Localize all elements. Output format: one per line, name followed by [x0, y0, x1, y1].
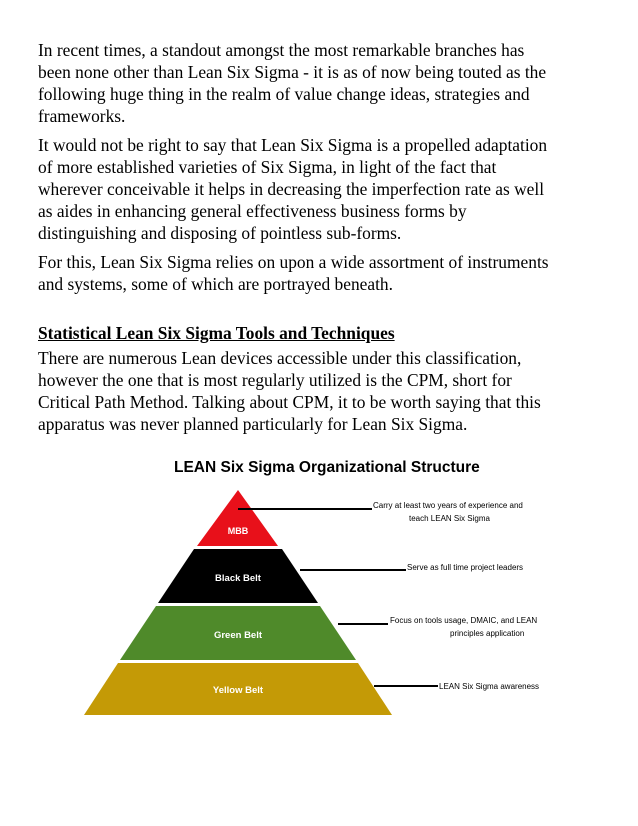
paragraph-line: It would not be right to say that Lean Six Sigma is a propelled adaptation	[38, 135, 548, 155]
note-green-belt-line-2: principles application	[450, 629, 525, 638]
note-green-belt-line-1: Focus on tools usage, DMAIC, and LEAN	[390, 616, 538, 625]
pyramid-svg	[80, 448, 560, 728]
paragraph-line: and systems, some of which are portrayed beneath.	[38, 274, 393, 294]
level-mbb-label: MBB	[227, 526, 249, 536]
paragraph-2	[38, 134, 598, 244]
paragraph-line: however the one that is most regularly utilized is the CPM, short for	[38, 370, 512, 390]
paragraph-line: In recent times, a standout amongst the most remarkable branches has	[38, 40, 525, 60]
org-structure-diagram	[80, 448, 560, 728]
note-yellow-belt-line-1: LEAN Six Sigma awareness	[439, 682, 540, 691]
paragraph-line: as aides in enhancing general effectiveness business forms by	[38, 201, 467, 221]
section-paragraph	[38, 347, 598, 435]
level-green-belt-label: Green Belt	[213, 630, 263, 641]
paragraph-line: apparatus was never planned particularly for Lean Six Sigma.	[38, 414, 468, 434]
note-black-belt-line-1: Serve as full time project leaders	[407, 563, 524, 572]
note-mbb-line-1: Carry at least two years of experience and	[373, 501, 523, 510]
paragraph-line: of more established varieties of Six Sigma, in light of the fact that	[38, 157, 497, 177]
paragraph-3	[38, 251, 598, 295]
paragraph-line: wherever conceivable it helps in decreasing the imperfection rate as well	[38, 179, 545, 199]
paragraph-line: Critical Path Method. Talking about CPM, it to be worth saying that this	[38, 392, 541, 412]
paragraph-line: following huge thing in the realm of value change ideas, strategies and	[38, 84, 530, 104]
intro-text	[38, 39, 598, 302]
paragraph-line: There are numerous Lean devices accessible under this classification,	[38, 348, 522, 368]
diagram-title: LEAN Six Sigma Organizational Structure	[174, 459, 480, 476]
paragraph-line: frameworks.	[38, 106, 126, 126]
note-mbb-line-2: teach LEAN Six Sigma	[409, 514, 490, 523]
paragraph-line: been none other than Lean Six Sigma - it is as of now being touted as the	[38, 62, 547, 82]
level-mbb-shape	[197, 490, 278, 546]
level-black-belt-label: Black Belt	[215, 573, 261, 584]
section-heading: Statistical Lean Six Sigma Tools and Techniques	[38, 323, 395, 343]
level-yellow-belt-label: Yellow Belt	[212, 685, 264, 696]
paragraph-line: For this, Lean Six Sigma relies on upon a wide assortment of instruments	[38, 252, 549, 272]
paragraph-line: distinguishing and disposing of pointless sub-forms.	[38, 223, 402, 243]
paragraph-1	[38, 39, 598, 127]
